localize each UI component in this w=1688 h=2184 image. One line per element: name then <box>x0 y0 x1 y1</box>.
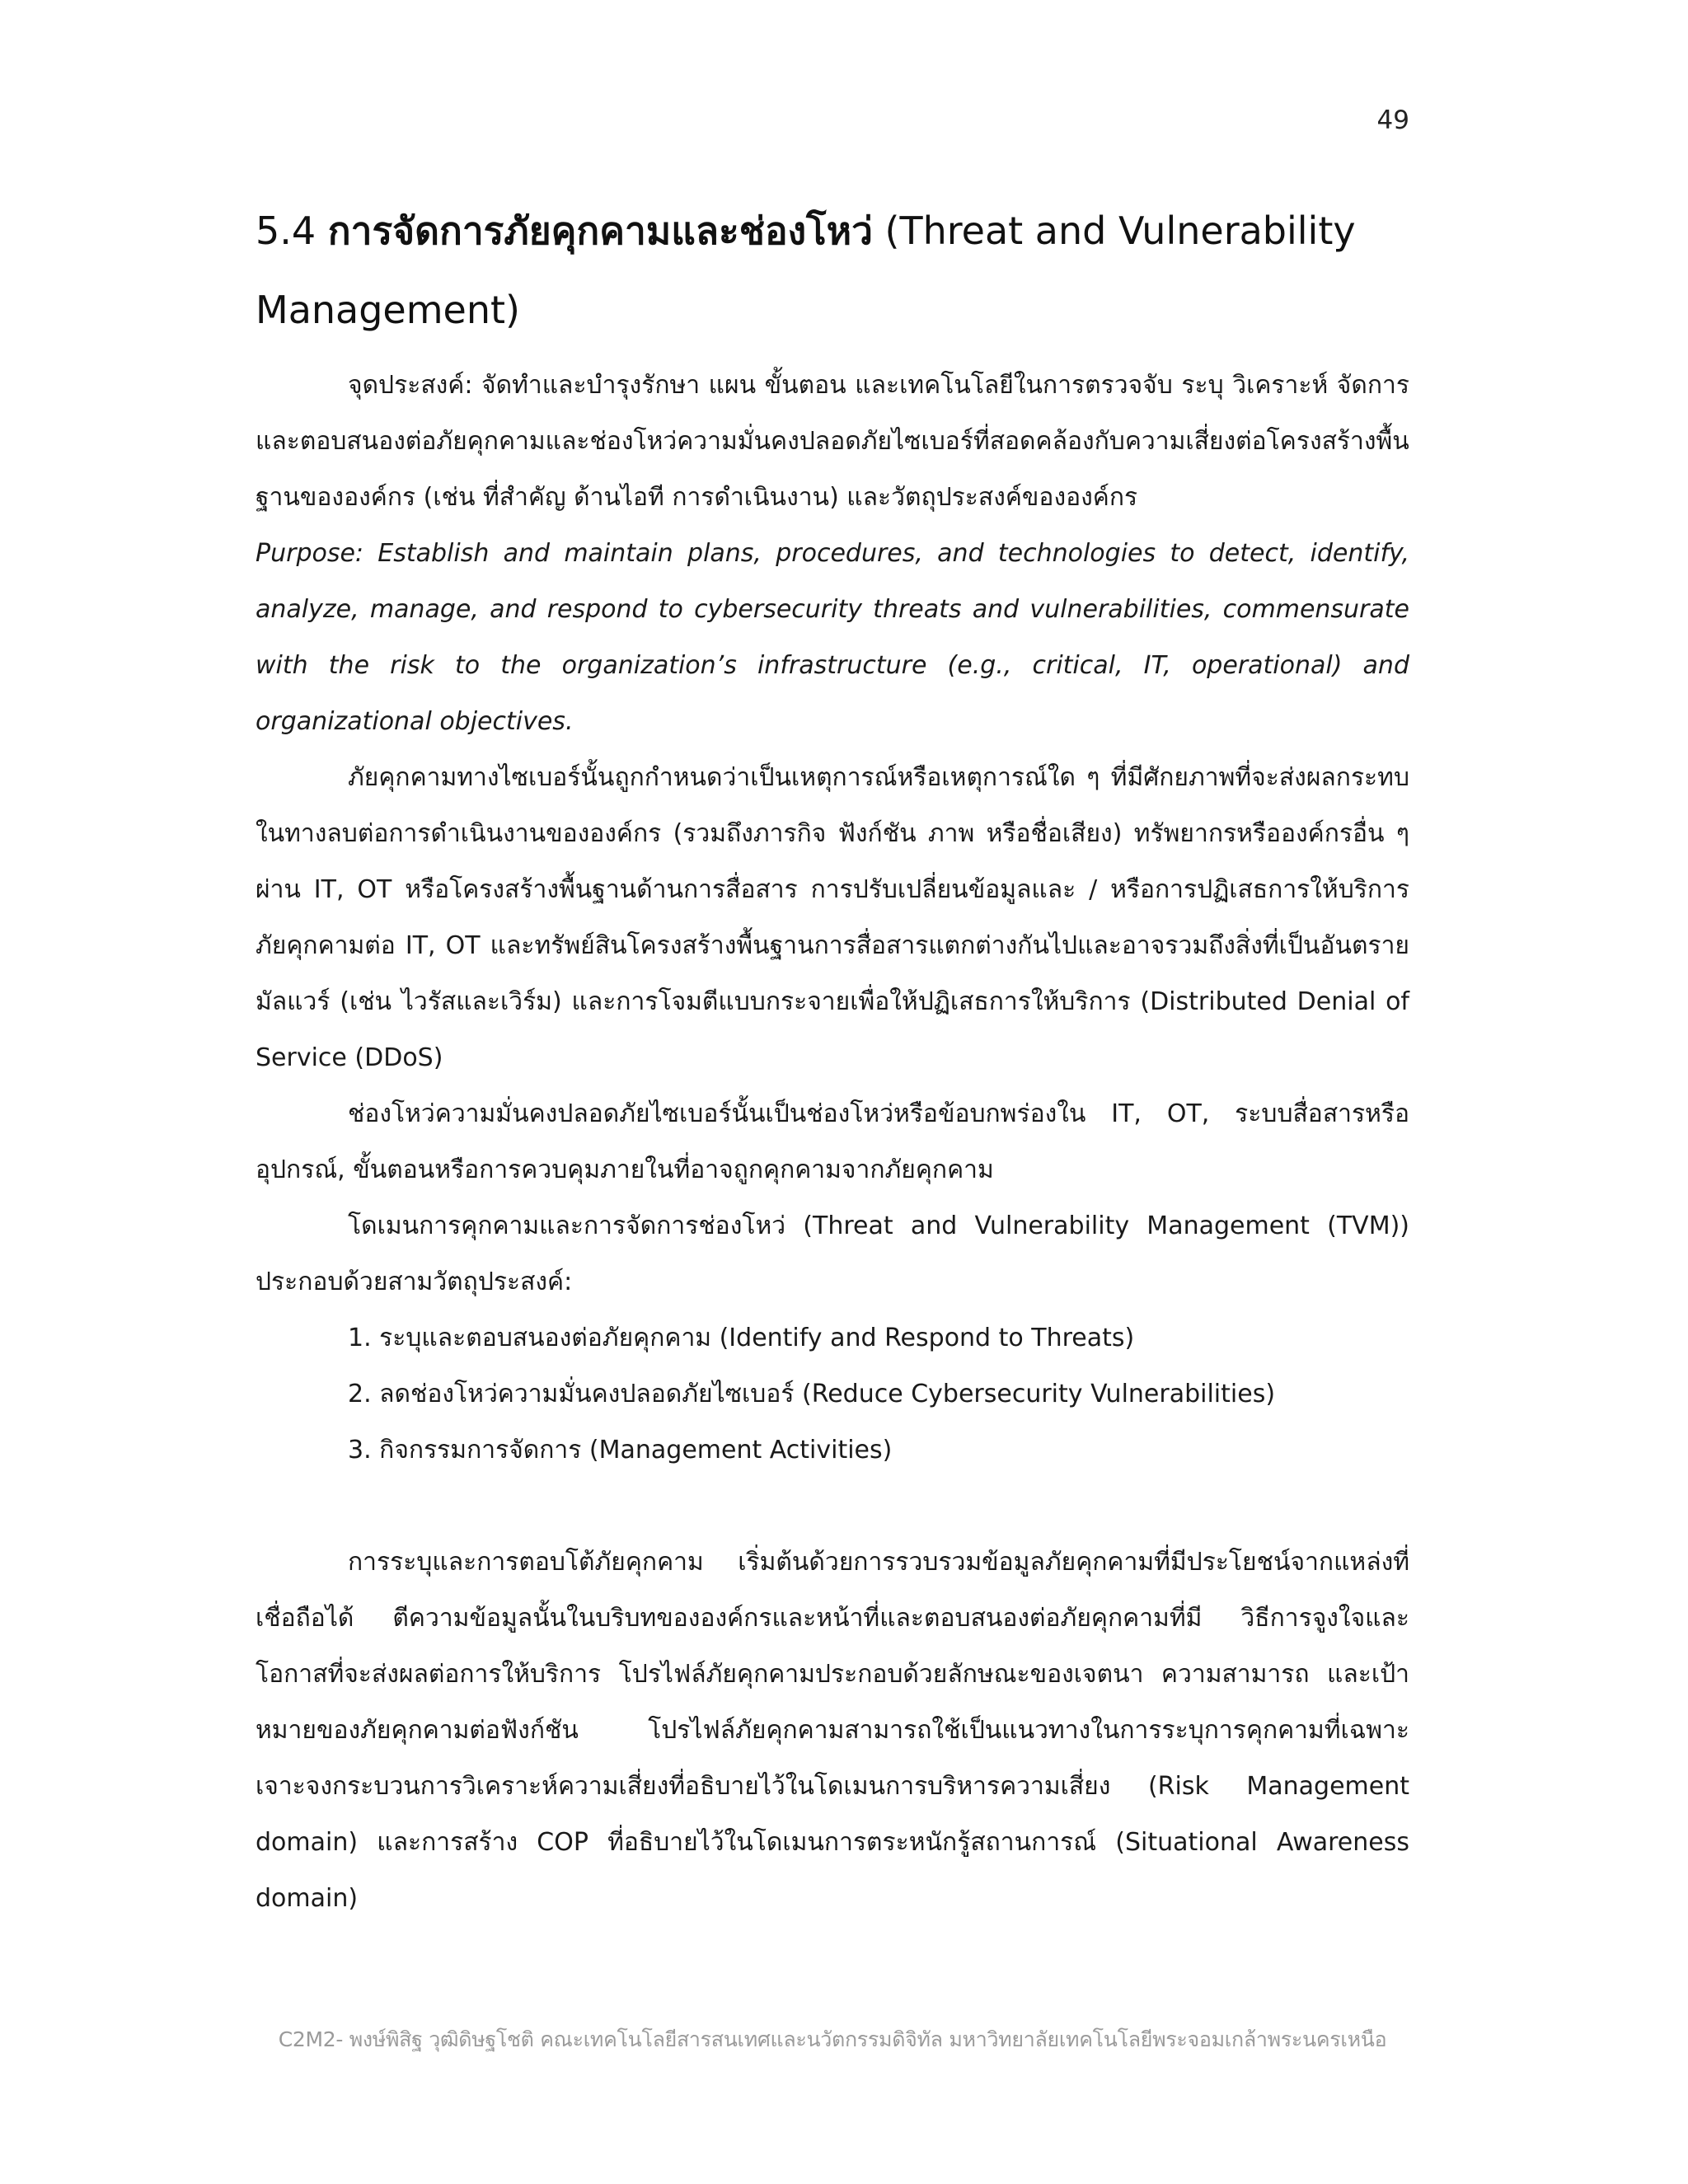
vulnerability-definition-paragraph: ช่องโหว่ความมั่นคงปลอดภัยไซเบอร์นั้นเป็นช่องโหว่หรือข้อบกพร่องใน IT, OT, ระบบสื่อสารหรืออุปกรณ์, ขั้นตอนหรือการควบคุมภายในที่อาจถูกคุกคามจากภัยคุกคาม <box>256 1099 1409 1184</box>
page-number: 49 <box>1376 105 1409 135</box>
page-content <box>256 191 1409 1927</box>
section-heading <box>256 191 1409 349</box>
purpose-en-paragraph: Purpose: Establish and maintain plans, procedures, and technologies to detect, identify, analyze, manage, and respond to cybersecurity threats and vulnerabilities, commensurate with the risk to the organization’s infrastructure (e.g., critical, IT, operational) and organizational objectives. <box>256 539 1409 736</box>
domain-intro-paragraph: โดเมนการคุกคามและการจัดการช่องโหว่ (Threat and Vulnerability Management (TVM)) ประกอบด้วยสามวัตถุประสงค์: <box>256 1212 1409 1296</box>
purpose-thai-paragraph: จุดประสงค์: จัดทำและบำรุงรักษา แผน ขั้นตอน และเทคโนโลยีในการตรวจจับ ระบุ วิเคราะห์ จัดการและตอบสนองต่อภัยคุกคามและช่องโหว่ความมั่นคงปลอดภัยไซเบอร์ที่สอดคล้องกับความเสี่ยงต่อโครงสร้างพื้นฐานขององค์กร (เช่น ที่สำคัญ ด้านไอที การดำเนินงาน) และวัตถุประสงค์ขององค์กร <box>256 371 1409 512</box>
section-title-thai: การจัดการภัยคุกคามและช่องโหว่ <box>327 209 873 253</box>
list-item: 2. ลดช่องโหว่ความมั่นคงปลอดภัยไซเบอร์ (Reduce Cybersecurity Vulnerabilities) <box>348 1380 1276 1408</box>
section-number: 5.4 <box>256 209 316 253</box>
list-item: 1. ระบุและตอบสนองต่อภัยคุกคาม (Identify and Respond to Threats) <box>348 1324 1135 1352</box>
list-item: 3. กิจกรรมการจัดการ (Management Activities) <box>348 1436 893 1465</box>
section-title-en: (Threat and Vulnerability Management) <box>256 209 1356 332</box>
objectives-list <box>256 1310 1409 1479</box>
threat-definition-paragraph: ภัยคุกคามทางไซเบอร์นั้นถูกกำหนดว่าเป็นเหตุการณ์หรือเหตุการณ์ใด ๆ ที่มีศักยภาพที่จะส่งผลกระทบในทางลบต่อการดำเนินงานขององค์กร (รวมถึงภารกิจ ฟังก์ชัน ภาพ หรือชื่อเสียง) ทรัพยากรหรือองค์กรอื่น ๆ ผ่าน IT, OT หรือโครงสร้างพื้นฐานด้านการสื่อสาร การปรับเปลี่ยนข้อมูลและ / หรือการปฏิเสธการให้บริการ ภัยคุกคามต่อ IT, OT และทรัพย์สินโครงสร้างพื้นฐานการสื่อสารแตกต่างกันไปและอาจรวมถึงสิ่งที่เป็นอันตราย มัลแวร์ (เช่น ไวรัสและเวิร์ม) และการโจมตีแบบกระจายเพื่อให้ปฏิเสธการให้บริการ (Distributed Denial of Service (DDoS) <box>256 763 1409 1072</box>
page-footer: C2M2- พงษ์พิสิฐ วุฒิดิษฐโชติ คณะเทคโนโลยีสารสนเทศและนวัตกรรมดิจิทัล มหาวิทยาลัยเทคโนโลยีพระจอมเกล้าพระนครเหนือ <box>278 2027 1387 2051</box>
identify-respond-paragraph: การระบุและการตอบโต้ภัยคุกคาม เริ่มต้นด้วยการรวบรวมข้อมูลภัยคุกคามที่มีประโยชน์จากแหล่งที่เชื่อถือได้ ตีความข้อมูลนั้นในบริบทขององค์กรและหน้าที่และตอบสนองต่อภัยคุกคามที่มี วิธีการจูงใจและโอกาสที่จะส่งผลต่อการให้บริการ โปรไฟล์ภัยคุกคามประกอบด้วยลักษณะของเจตนา ความสามารถ และเป้าหมายของภัยคุกคามต่อฟังก์ชัน โปรไฟล์ภัยคุกคามสามารถใช้เป็นแนวทางในการระบุการคุกคามที่เฉพาะเจาะจงกระบวนการวิเคราะห์ความเสี่ยงที่อธิบายไว้ในโดเมนการบริหารความเสี่ยง (Risk Management domain) และการสร้าง COP ที่อธิบายไว้ในโดเมนการตระหนักรู้สถานการณ์ (Situational Awareness domain) <box>256 1548 1409 1913</box>
spacer <box>256 1479 1409 1535</box>
